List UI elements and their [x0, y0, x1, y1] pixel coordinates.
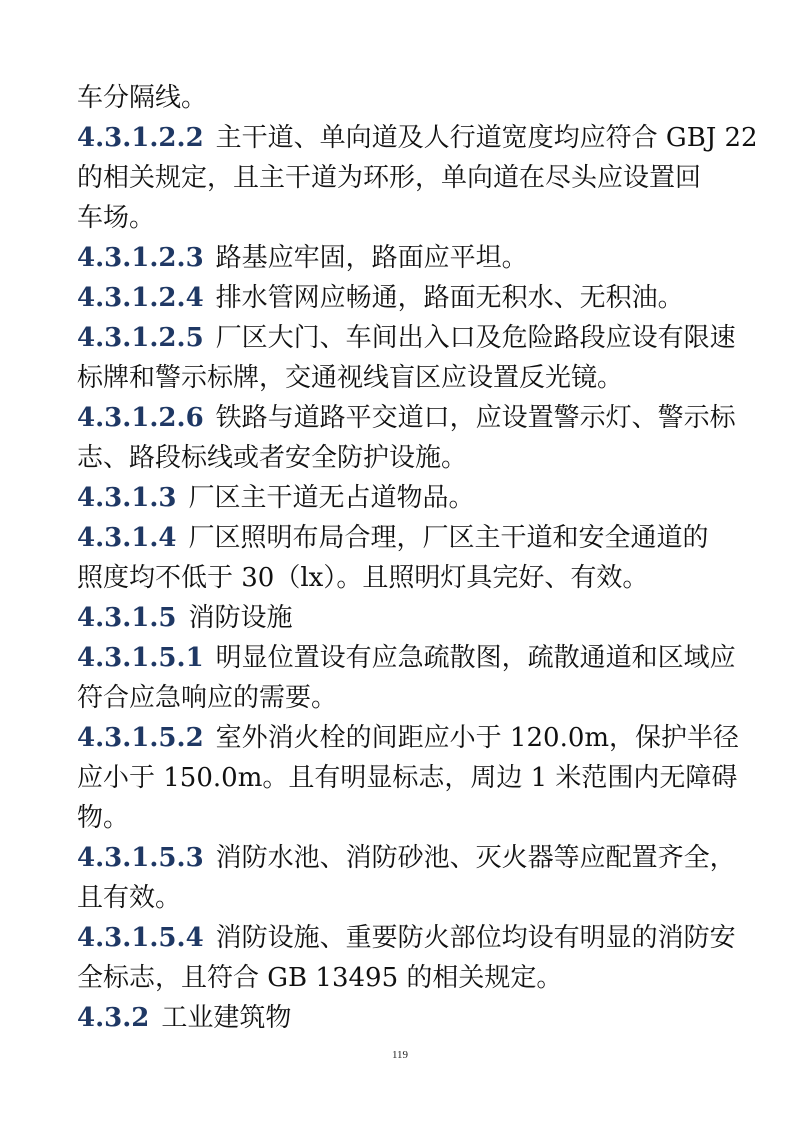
section-number: 4.3.1.5: [77, 603, 177, 633]
text-line: [77, 718, 740, 758]
section-number: 4.3.1.5.2: [77, 723, 204, 753]
text-line: [77, 638, 737, 678]
text-line: [77, 598, 737, 638]
text-line: [77, 998, 737, 1038]
text-line: [77, 158, 737, 198]
body-text: 消防设施: [188, 603, 293, 633]
text-line: [77, 958, 737, 998]
text-line: [77, 358, 737, 398]
text-line: [77, 678, 737, 718]
text-line: [77, 78, 737, 118]
body-text: 消防设施、重要防火部位均设有明显的消防安: [215, 923, 736, 953]
text-line: [77, 758, 737, 798]
text-line: [77, 518, 737, 558]
text-line: [77, 198, 737, 238]
section-number: 4.3.1.5.3: [77, 843, 204, 873]
body-text: 主干道、单向道及人行道宽度均应符合 GBJ 22: [215, 123, 758, 153]
body-text: 工业建筑物: [161, 1003, 292, 1033]
text-line: [77, 318, 737, 358]
body-text: 排水管网应畅通，路面无积水、无积油。: [215, 283, 684, 313]
text-line: [77, 478, 737, 518]
section-number: 4.3.1.2.4: [77, 283, 204, 313]
body-text: 的相关规定，且主干道为环形，单向道在尽头应设置回: [77, 163, 702, 193]
body-text: 厂区主干道无占道物品。: [188, 483, 475, 513]
text-line: [77, 798, 737, 838]
section-number: 4.3.1.5.1: [77, 643, 204, 673]
page-number: 119: [391, 1049, 409, 1061]
text-line: [77, 558, 737, 598]
text-line: [77, 118, 758, 158]
body-text: 路基应牢固，路面应平坦。: [215, 243, 528, 273]
body-text: 厂区大门、车间出入口及危险路段应设有限速: [215, 323, 736, 353]
body-text: 物。: [77, 803, 130, 833]
body-text: 车分隔线。: [77, 83, 208, 113]
section-number: 4.3.1.5.4: [77, 923, 204, 953]
body-text: 车场。: [77, 203, 156, 233]
text-line: [77, 278, 737, 318]
body-text: 符合应急响应的需要。: [77, 683, 338, 713]
text-line: [77, 238, 737, 278]
section-number: 4.3.1.2.6: [77, 403, 204, 433]
section-number: 4.3.1.2.2: [77, 123, 204, 153]
body-text: 室外消火栓的间距应小于 120.0m，保护半径: [215, 723, 740, 753]
body-text: 照度均不低于 30（lx）。且照明灯具完好、有效。: [77, 563, 649, 593]
text-line: [77, 438, 737, 478]
document-body: [77, 78, 758, 1038]
text-line: [77, 398, 737, 438]
body-text: 应小于 150.0m。且有明显标志，周边 1 米范围内无障碍: [77, 763, 738, 793]
section-number: 4.3.2: [77, 1003, 150, 1033]
section-number: 4.3.1.4: [77, 523, 177, 553]
body-text: 全标志，且符合 GB 13495 的相关规定。: [77, 963, 563, 993]
section-number: 4.3.1.2.5: [77, 323, 204, 353]
body-text: 铁路与道路平交道口，应设置警示灯、警示标: [215, 403, 736, 433]
body-text: 厂区照明布局合理，厂区主干道和安全通道的: [188, 523, 709, 553]
section-number: 4.3.1.3: [77, 483, 177, 513]
text-line: [77, 878, 737, 918]
text-line: [77, 838, 737, 878]
body-text: 且有效。: [77, 883, 182, 913]
body-text: 消防水池、消防砂池、灭火器等应配置齐全，: [215, 843, 736, 873]
body-text: 志、路段标线或者安全防护设施。: [77, 443, 468, 473]
text-line: [77, 918, 737, 958]
body-text: 标牌和警示标牌，交通视线盲区应设置反光镜。: [77, 363, 624, 393]
body-text: 明显位置设有应急疏散图，疏散通道和区域应: [215, 643, 736, 673]
section-number: 4.3.1.2.3: [77, 243, 204, 273]
